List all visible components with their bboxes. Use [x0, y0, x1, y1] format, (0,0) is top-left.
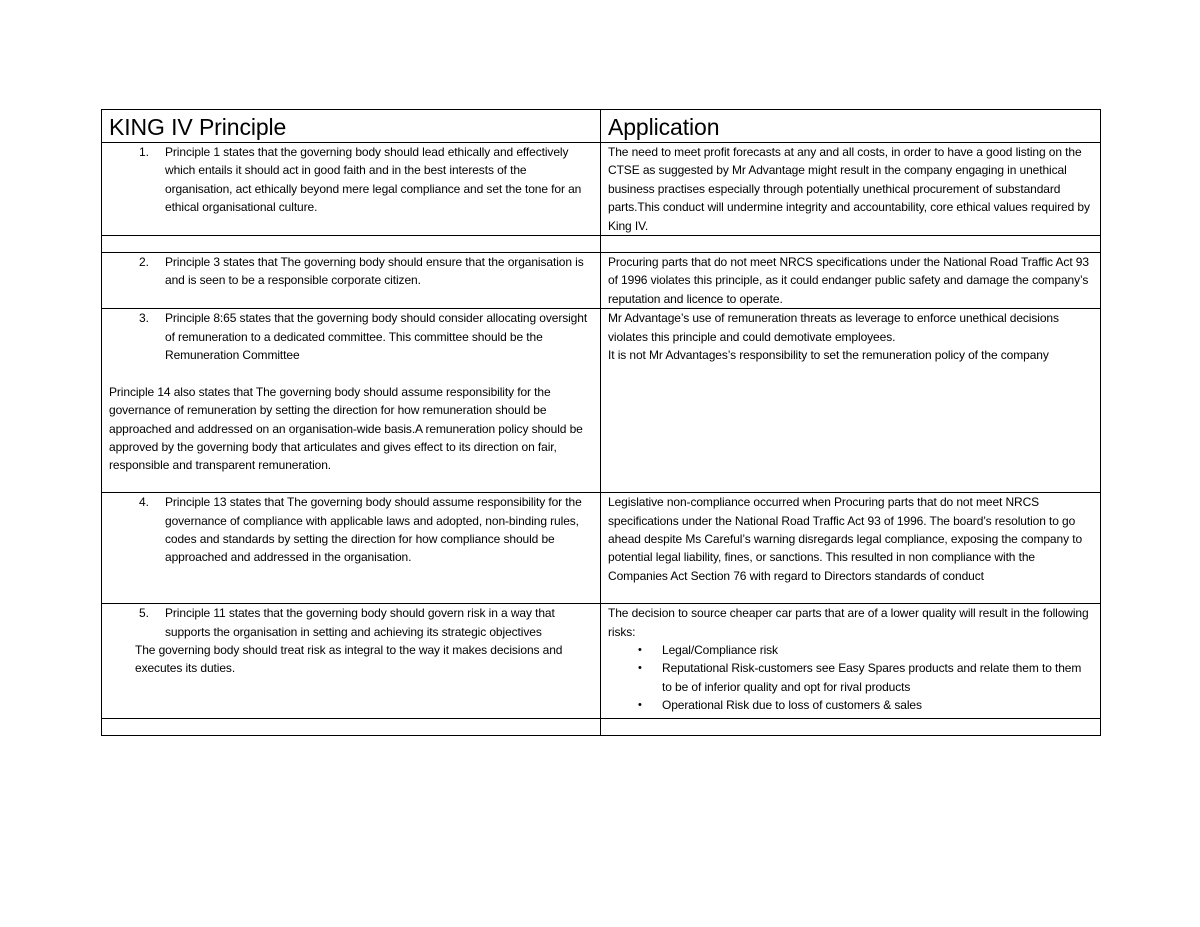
application-text: Procuring parts that do not meet NRCS specifications under the National Road Traffic Act 93 of 1996 violates this principle, as it could endanger public safety and damage the company’s reputation and licence to operate. [608, 255, 1089, 306]
table-row [102, 493, 1101, 604]
table-row [102, 253, 1101, 309]
principle-text: Principle 3 states that The governing body should ensure that the organisation is and is seen to be a responsible corporate citizen. [165, 255, 584, 288]
header-application: Application [601, 110, 1101, 143]
principle-text: Principle 11 states that the governing body should govern risk in a way that supports the organisation in setting and achieving its strategic objectives [165, 606, 555, 639]
table-header-row [102, 110, 1101, 143]
principle-cell [102, 604, 601, 719]
item-number: 3. [139, 311, 149, 326]
bullet-text: Operational Risk due to loss of customers & sales [662, 698, 922, 713]
blank-row [102, 719, 1101, 736]
bullet-icon: • [638, 699, 642, 712]
table-row [102, 604, 1101, 719]
bullet-icon: • [638, 662, 642, 675]
principle-text: Principle 1 states that the governing body should lead ethically and effectively which entails it should act in good faith and in the best interests of the organisation, act ethically beyond mere legal compliance and set the tone for an ethical organisational culture. [165, 145, 582, 215]
table-row [102, 143, 1101, 236]
application-cell [601, 253, 1101, 309]
principle-cell [102, 493, 601, 604]
item-number: 5. [139, 606, 149, 621]
bullet-item [608, 659, 1094, 696]
application-text: The decision to source cheaper car parts that are of a lower quality will result in the following risks: [608, 606, 1089, 639]
principle-text: Principle 8:65 states that the governing body should consider allocating oversight of remuneration to a dedicated committee. This committee should be the Remuneration Committee [165, 311, 588, 363]
bullet-icon: • [638, 644, 642, 657]
application-cell [601, 493, 1101, 604]
application-text: Legislative non-compliance occurred when Procuring parts that do not meet NRCS specifications under the National Road Traffic Act 93 of 1996. The board’s resolution to go ahead despite Ms Careful’s warning disregards legal compliance, exposing the company to potential legal liability, fines, or sanctions. This resulted in non compliance with the Companies Act Section 76 with regard to Directors standards of conduct [608, 495, 1083, 583]
item-number: 4. [139, 495, 149, 510]
principle-cell [102, 253, 601, 309]
principle-extra-text: The governing body should treat risk as integral to the way it makes decisions and executes its duties. [135, 643, 563, 676]
application-text: Mr Advantage’s use of remuneration threats as leverage to enforce unethical decisions violates this principle and could demotivate employees. [608, 311, 1059, 344]
principle-cell [102, 309, 601, 493]
application-cell [601, 143, 1101, 236]
bullet-text: Legal/Compliance risk [662, 643, 778, 658]
application-cell [601, 604, 1101, 719]
application-text: The need to meet profit forecasts at any and all costs, in order to have a good listing on the CTSE as suggested by Mr Advantage might result in the company engaging in unethical business practises especially through potentially unethical procurement of substandard parts.This conduct will undermine integrity and accountability, core ethical values required by King IV. [608, 145, 1090, 233]
item-number: 2. [139, 255, 149, 270]
principle-cell [102, 143, 601, 236]
table-row [102, 309, 1101, 493]
bullet-item [608, 696, 1094, 714]
bullet-item [608, 641, 1094, 659]
principle-extra-text: Principle 14 also states that The governing body should assume responsibility for the governance of remuneration by setting the direction for how remuneration should be approached and addressed on an organisation-wide basis.A remuneration policy should be approved by the governing body that articulates and gives effect to its direction on fair, responsible and transparent remuneration. [109, 384, 583, 473]
application-extra-text: It is not Mr Advantages’s responsibility to set the remuneration policy of the company [608, 348, 1049, 363]
item-number: 1. [139, 145, 149, 159]
principle-text: Principle 13 states that The governing body should assume responsibility for the governance of compliance with applicable laws and adopted, non-binding rules, codes and standards by setting the direction for how compliance should be approached and addressed in the organisation. [165, 495, 582, 565]
bullet-text: Reputational Risk-customers see Easy Spares products and relate them to them to be of inferior quality and opt for rival products [662, 661, 1082, 694]
application-cell [601, 309, 1101, 493]
header-principle: KING IV Principle [102, 110, 601, 143]
blank-row [102, 236, 1101, 253]
king-iv-table [101, 109, 1101, 736]
